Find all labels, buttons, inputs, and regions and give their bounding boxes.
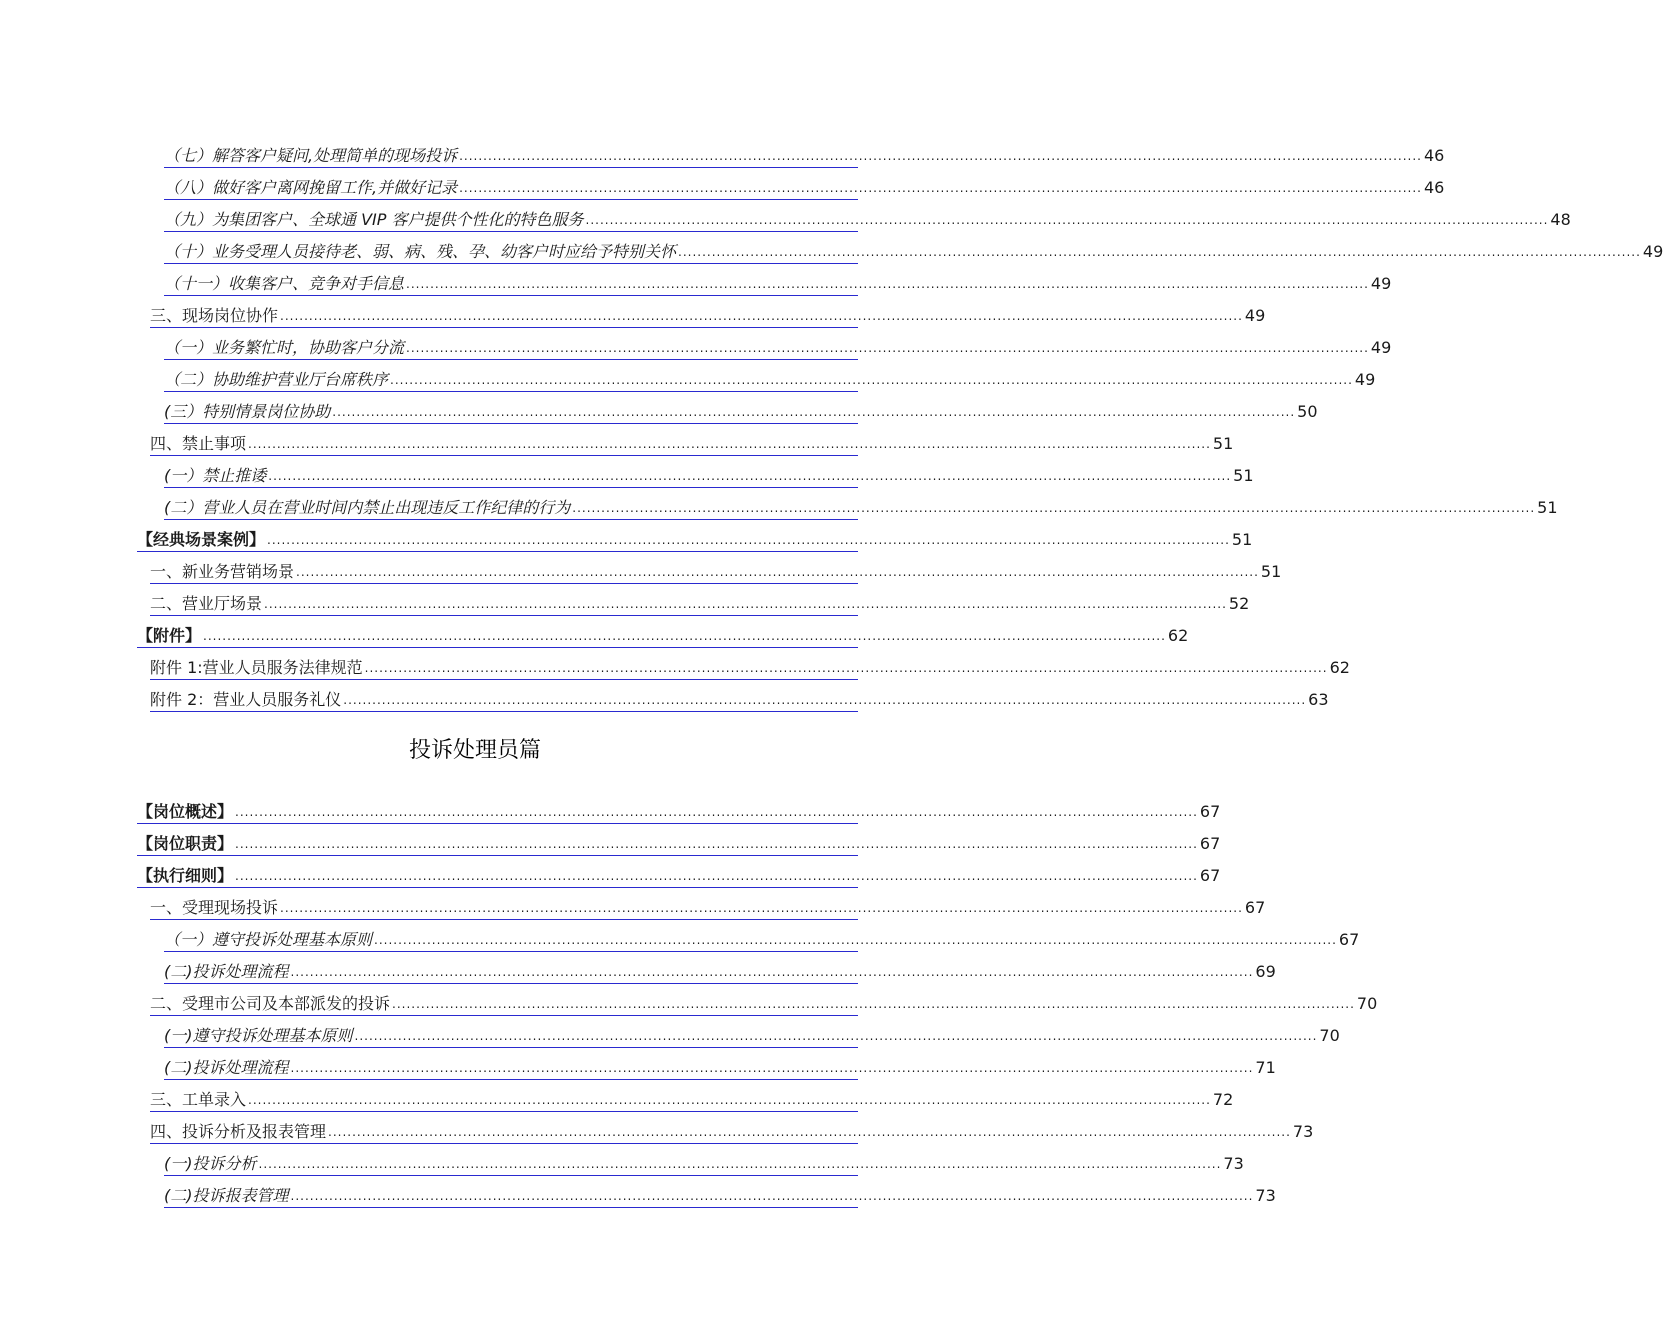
toc-leader: ........................................................................................................................................................................................................ [267, 533, 1230, 547]
toc-entry[interactable] [164, 928, 1360, 952]
toc-entry-title: (二)投诉处理流程 [164, 962, 289, 981]
toc-leader: ........................................................................................................................................................................................................ [203, 629, 1166, 643]
toc-entry[interactable] [150, 688, 1329, 712]
toc-leader: ........................................................................................................................................................................................................ [678, 245, 1641, 259]
toc-entry-page: 73 [1292, 1122, 1314, 1141]
toc-entry-title: （二）协助维护营业厅台席秩序 [164, 370, 389, 389]
toc-entry[interactable] [150, 592, 1250, 616]
toc-entry-page: 67 [1199, 834, 1221, 853]
toc-entry[interactable] [164, 1024, 1340, 1048]
toc-entry-title: 【附件】 [137, 626, 202, 645]
toc-entry-page: 46 [1423, 146, 1445, 165]
toc-leader: ........................................................................................................................................................................................................ [354, 1029, 1318, 1043]
toc-entry-title: (一)遵守投诉处理基本原则 [164, 1026, 353, 1045]
toc-entry-page: 51 [1212, 434, 1234, 453]
toc-entry[interactable] [150, 1120, 1314, 1144]
toc-entry[interactable] [150, 432, 1234, 456]
toc-leader: ........................................................................................................................................................................................................ [406, 341, 1369, 355]
toc-entry-page: 49 [1370, 274, 1392, 293]
toc-entry-title: 三、工单录入 [150, 1090, 247, 1109]
toc-entry-page: 67 [1244, 898, 1266, 917]
toc-entry-title: (一)投诉分析 [164, 1154, 257, 1173]
toc-entry-title: （十）业务受理人员接待老、弱、病、残、孕、幼客户时应给予特别关怀 [164, 242, 677, 261]
toc-entry-title: (二)投诉处理流程 [164, 1058, 289, 1077]
toc-entry[interactable] [137, 800, 1221, 824]
toc-entry-title: (二）营业人员在营业时间内禁止出现违反工作纪律的行为 [164, 498, 571, 517]
toc-entry-page: 63 [1308, 690, 1329, 709]
toc-entry-page: 49 [1244, 306, 1266, 325]
toc-leader: ........................................................................................................................................................................................................ [280, 309, 1243, 323]
toc-entry-title: （一）遵守投诉处理基本原则 [164, 930, 373, 949]
toc-entry[interactable] [164, 960, 1276, 984]
toc-entry-title: （八）做好客户离网挽留工作,并做好记录 [164, 178, 458, 197]
toc-leader: ........................................................................................................................................................................................................ [392, 997, 1355, 1011]
toc-leader: ........................................................................................................................................................................................................ [296, 565, 1259, 579]
toc-leader: ........................................................................................................................................................................................................ [390, 373, 1353, 387]
toc-leader: ........................................................................................................................................................................................................ [264, 597, 1227, 611]
toc-leader: ........................................................................................................................................................................................................ [235, 805, 1198, 819]
toc-entry-title: （一）业务繁忙时，协助客户分流 [164, 338, 405, 357]
toc-entry-title: 四、投诉分析及报表管理 [150, 1122, 327, 1141]
toc-entry-page: 50 [1297, 402, 1318, 421]
toc-entry[interactable] [137, 832, 1221, 856]
toc-entry[interactable] [150, 560, 1282, 584]
toc-entry[interactable] [150, 992, 1378, 1016]
toc-entry[interactable] [150, 656, 1350, 680]
toc-entry-title: 二、营业厅场景 [150, 594, 263, 613]
toc-entry-title: 一、受理现场投诉 [150, 898, 279, 917]
toc-leader: ........................................................................................................................................................................................................ [572, 501, 1536, 515]
toc-entry-page: 52 [1228, 594, 1250, 613]
toc-entry-page: 48 [1550, 210, 1571, 229]
toc-entry-page: 71 [1255, 1058, 1276, 1077]
toc-entry-page: 46 [1423, 178, 1445, 197]
toc-entry[interactable] [164, 1152, 1244, 1176]
toc-leader: ........................................................................................................................................................................................................ [248, 437, 1211, 451]
toc-entry-title: 附件 2：营业人员服务礼仪 [150, 690, 342, 709]
toc-entry[interactable] [150, 896, 1266, 920]
toc-entry[interactable] [164, 272, 1392, 296]
toc-entry[interactable] [164, 464, 1254, 488]
toc-entry-title: （十一）收集客户、竞争对手信息 [164, 274, 405, 293]
toc-entry-page: 69 [1255, 962, 1276, 981]
toc-leader: ........................................................................................................................................................................................................ [328, 1125, 1291, 1139]
toc-leader: ........................................................................................................................................................................................................ [374, 933, 1337, 947]
toc-entry-title: 四、禁止事项 [150, 434, 247, 453]
toc-leader: ........................................................................................................................................................................................................ [290, 965, 1254, 979]
toc-leader: ........................................................................................................................................................................................................ [332, 405, 1296, 419]
toc-entry-page: 62 [1329, 658, 1350, 677]
toc-leader: ........................................................................................................................................................................................................ [235, 837, 1198, 851]
toc-entry[interactable] [164, 336, 1392, 360]
toc-entry-page: 51 [1231, 530, 1253, 549]
toc-entry[interactable] [164, 368, 1376, 392]
toc-entry-title: (三）特别情景岗位协助 [164, 402, 331, 421]
toc-entry-title: 【执行细则】 [137, 866, 234, 885]
toc-leader: ........................................................................................................................................................................................................ [258, 1157, 1222, 1171]
toc-entry-title: (一）禁止推诿 [164, 466, 267, 485]
toc-entry[interactable] [164, 144, 1445, 168]
toc-leader: ........................................................................................................................................................................................................ [406, 277, 1369, 291]
toc-entry-page: 49 [1354, 370, 1376, 389]
toc-entry[interactable] [164, 496, 1558, 520]
toc-entry[interactable] [137, 864, 1221, 888]
toc-entry[interactable] [150, 304, 1266, 328]
toc-entry-title: 【岗位概述】 [137, 802, 234, 821]
toc-leader: ........................................................................................................................................................................................................ [585, 213, 1549, 227]
toc-entry-page: 72 [1212, 1090, 1234, 1109]
toc-entry-page: 70 [1319, 1026, 1340, 1045]
toc-entry-page: 51 [1537, 498, 1558, 517]
toc-entry-page: 49 [1370, 338, 1392, 357]
toc-leader: ........................................................................................................................................................................................................ [364, 661, 1328, 675]
toc-leader: ........................................................................................................................................................................................................ [268, 469, 1232, 483]
toc-entry[interactable] [164, 1056, 1276, 1080]
toc-leader: ........................................................................................................................................................................................................ [459, 149, 1422, 163]
toc-leader: ........................................................................................................................................................................................................ [290, 1189, 1254, 1203]
toc-entry-page: 62 [1167, 626, 1189, 645]
toc-entry-title: 一、新业务营销场景 [150, 562, 295, 581]
toc-entry[interactable] [150, 1088, 1234, 1112]
toc-entry-page: 67 [1199, 866, 1221, 885]
toc-entry-page: 73 [1223, 1154, 1244, 1173]
toc-leader: ........................................................................................................................................................................................................ [248, 1093, 1211, 1107]
toc-entry-title: （七）解答客户疑问,处理简单的现场投诉 [164, 146, 458, 165]
toc-entry-page: 51 [1260, 562, 1282, 581]
toc-entry-page: 73 [1255, 1186, 1276, 1205]
toc-entry-page: 51 [1233, 466, 1254, 485]
section-heading: 投诉处理员篇 [408, 738, 541, 763]
toc-entry-title: 附件 1:营业人员服务法律规范 [150, 658, 363, 677]
toc-entry-page: 49 [1642, 242, 1663, 261]
toc-entry[interactable] [137, 528, 1253, 552]
toc-leader: ........................................................................................................................................................................................................ [343, 693, 1307, 707]
toc-entry-title: 二、受理市公司及本部派发的投诉 [150, 994, 391, 1013]
toc-leader: ........................................................................................................................................................................................................ [235, 869, 1198, 883]
toc-entry[interactable] [137, 624, 1189, 648]
toc-leader: ........................................................................................................................................................................................................ [290, 1061, 1254, 1075]
toc-leader: ........................................................................................................................................................................................................ [280, 901, 1243, 915]
toc-entry-title: (二)投诉报表管理 [164, 1186, 289, 1205]
toc-entry-page: 67 [1338, 930, 1360, 949]
toc-entry-page: 67 [1199, 802, 1221, 821]
toc-entry[interactable] [164, 240, 1663, 264]
toc-entry[interactable] [164, 176, 1445, 200]
toc-entry[interactable] [164, 400, 1318, 424]
toc-entry[interactable] [164, 208, 1571, 232]
toc-leader: ........................................................................................................................................................................................................ [459, 181, 1422, 195]
toc-entry[interactable] [164, 1184, 1276, 1208]
toc-entry-title: 三、现场岗位协作 [150, 306, 279, 325]
toc-entry-title: （九）为集团客户、全球通 VIP 客户提供个性化的特色服务 [164, 210, 584, 229]
toc-entry-title: 【经典场景案例】 [137, 530, 266, 549]
toc-entry-page: 70 [1356, 994, 1378, 1013]
toc-entry-title: 【岗位职责】 [137, 834, 234, 853]
